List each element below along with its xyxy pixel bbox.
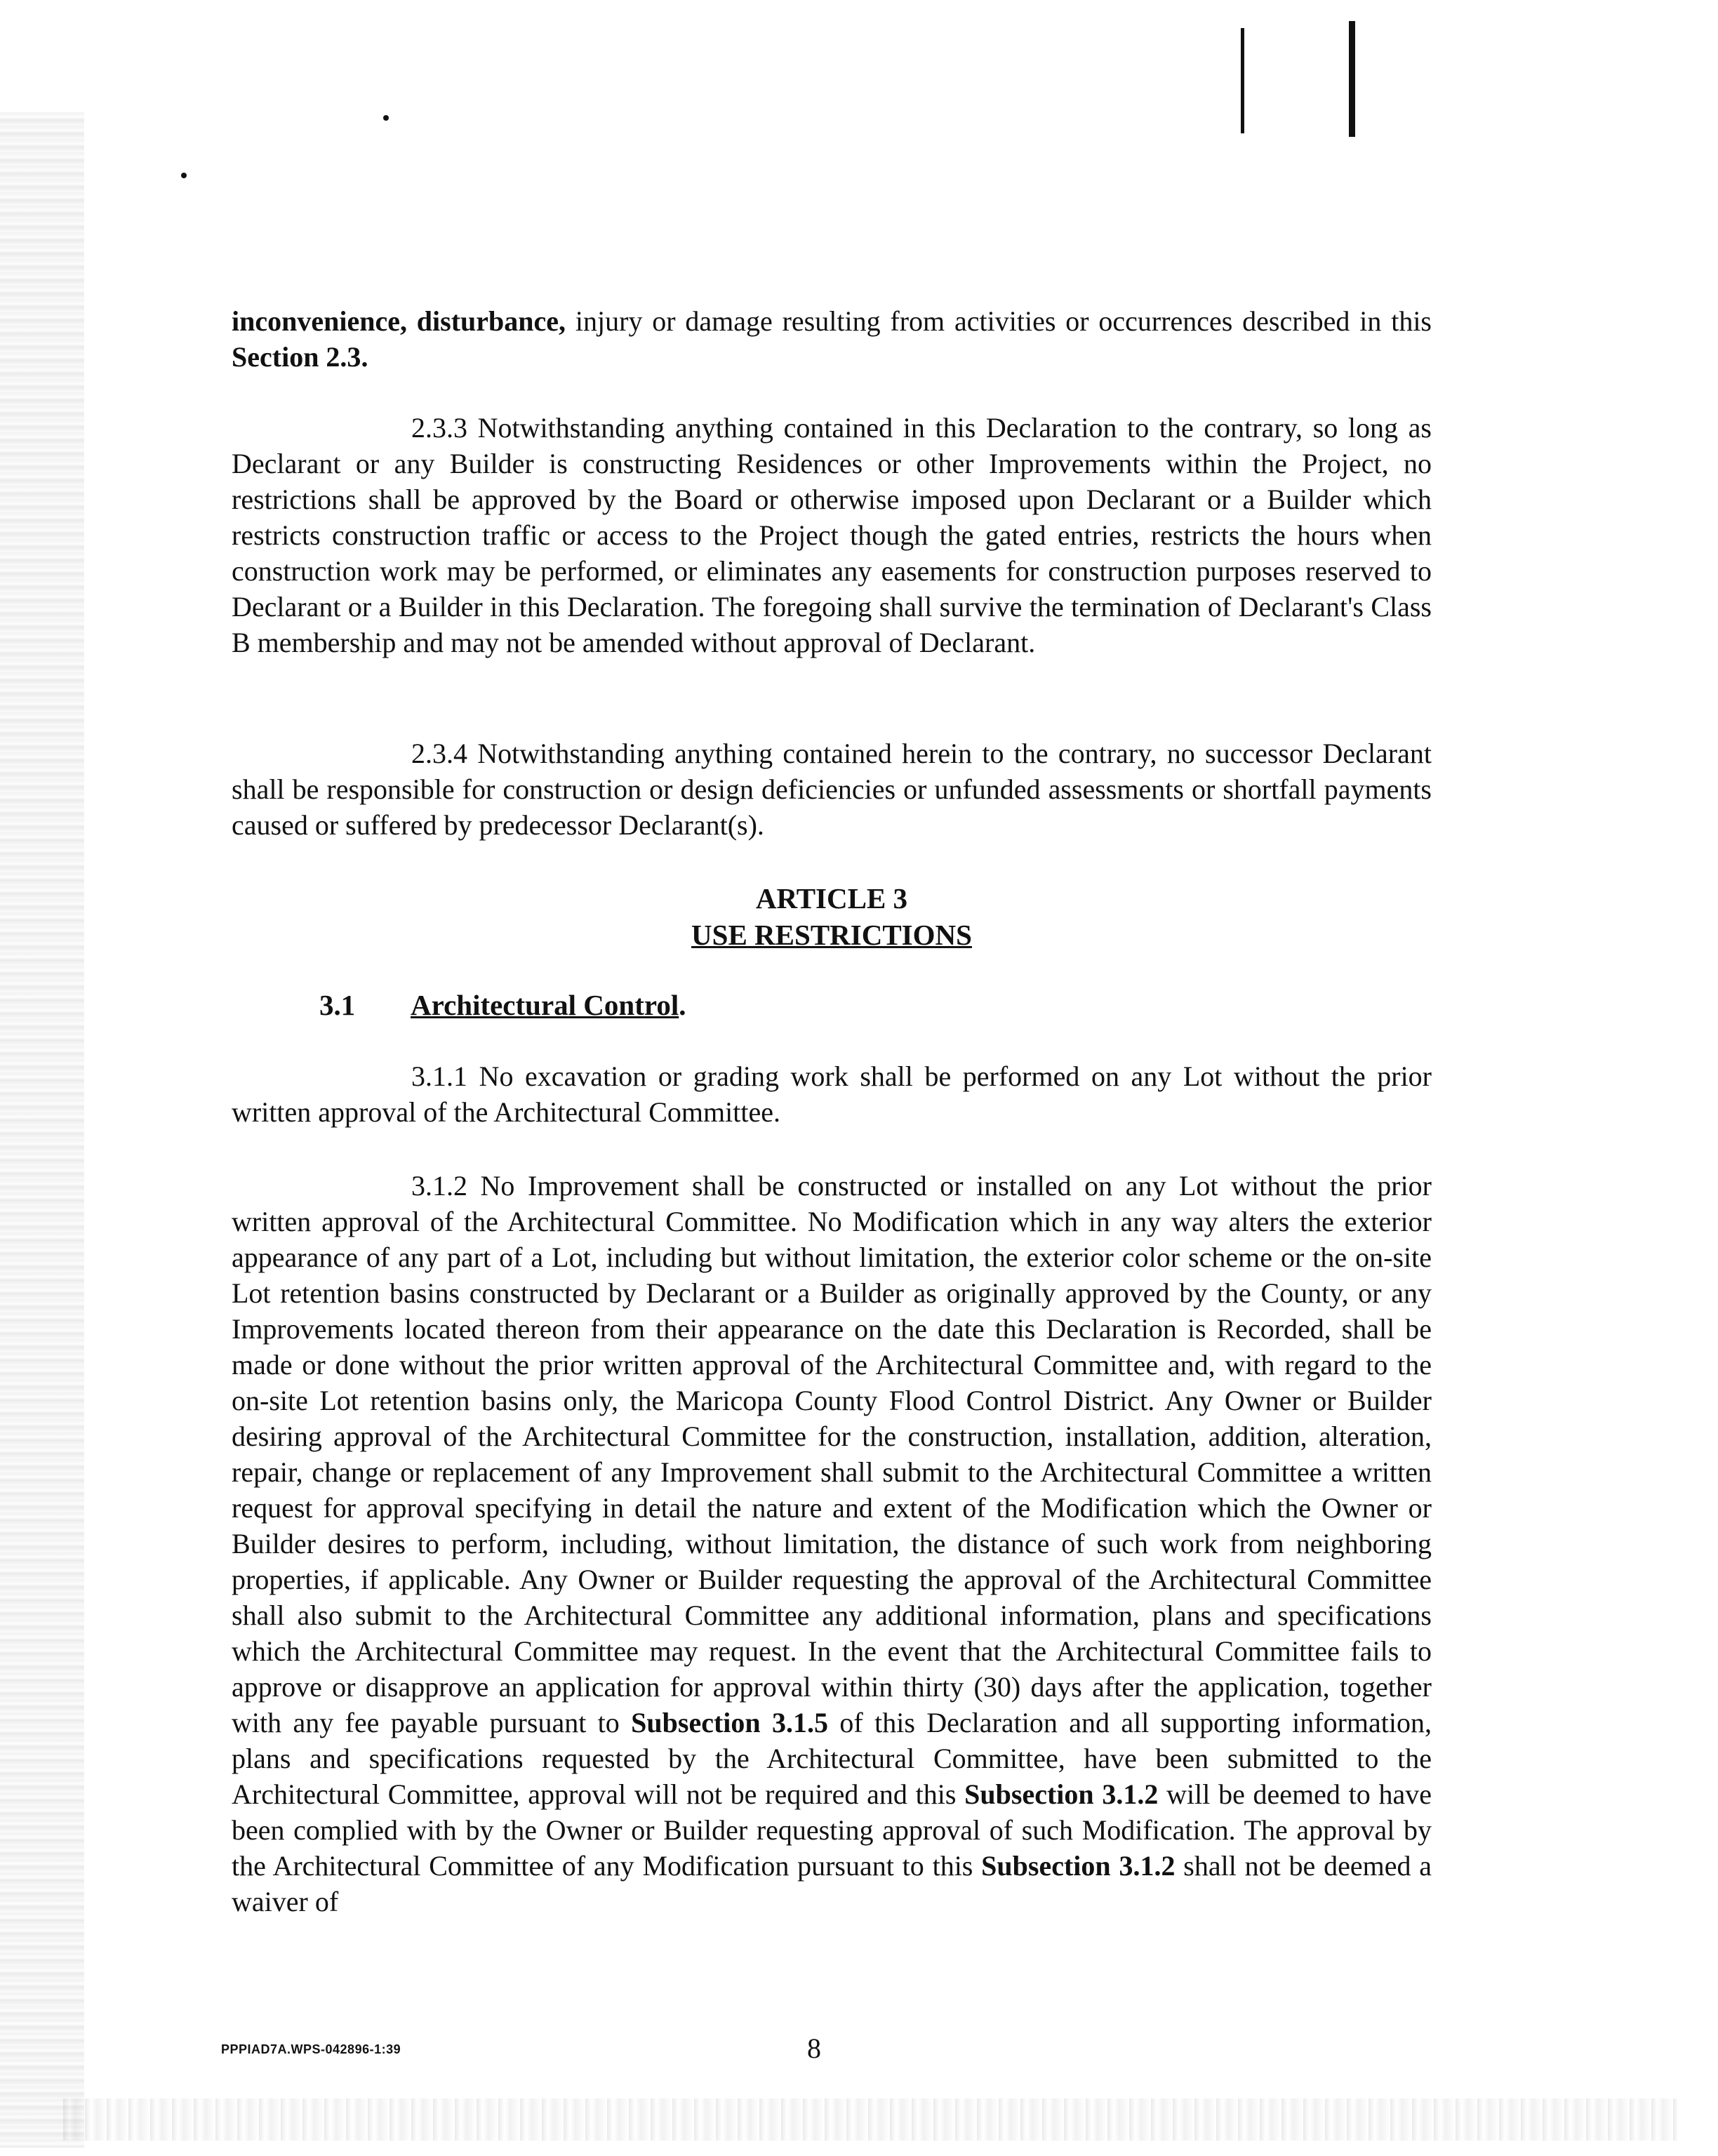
- para-3-1-2-part-a: 3.1.2 No Improvement shall be constructed or installed on any Lot without the prior written approval of the Architectural Committee. No Modification which in any way alters the exterior appearance of any part of a Lot, including but without limitation, the exterior color scheme or the on-site Lot retention basins constructed by Declarant or a Builder as originally approved by the County, or any Improvements located thereon from their appearance on the date this Declaration is Recorded, shall be made or done without the prior written approval of the Architectural Committee and, with regard to the on-site Lot retention basins only, the Maricopa County Flood Control District. Any Owner or Builder desiring approval of the Architectural Committee for the construction, installation, addition, alteration, repair, change or replacement of any Improvement shall submit to the Architectural Committee a written request for approval specifying in detail the nature and extent of the Modification which the Owner or Builder desires to perform, including, without limitation, the distance of such work from neighboring properties, if applicable. Any Owner or Builder requesting the approval of the Architectural Committee shall also submit to the Architectural Committee any additional information, plans and specifications which the Architectural Committee may request. In the event that the Architectural Committee fails to approve or disapprove an application for approval within thirty (30) days after the application, together with any fee payable pursuant to: [232, 1170, 1432, 1738]
- paragraph-3-1-2: [232, 1168, 1432, 1919]
- scan-mark-1: [1241, 28, 1244, 133]
- article-number: ARTICLE 3: [755, 882, 908, 914]
- scan-speck-1: [383, 115, 389, 121]
- scan-bottom-noise: [63, 2098, 1677, 2141]
- para-3-1-2-part-c: will be deemed to have been complied with by the Owner or Builder requesting approval of such Modification. The approval by the Architectural Committee of any Modification pursuant to this: [232, 1778, 1432, 1882]
- continuation-paragraph: inconvenience, disturbance, injury or damage resulting from activities or occurrences described in this Section 2.3.: [232, 305, 1432, 373]
- paragraph-2-3-4: 2.3.4 Notwithstanding anything contained herein to the contrary, no successor Declarant shall be responsible for construction or design deficiencies or unfunded assessments or shortfall payments caused or suffered by predecessor Declarant(s).: [232, 738, 1432, 841]
- subsection-3-1-2-ref-1: Subsection 3.1.2: [964, 1778, 1159, 1810]
- subsection-3-1-5-ref: Subsection 3.1.5: [631, 1707, 829, 1738]
- scan-edge-shadow: [0, 112, 84, 2148]
- article-title: USE RESTRICTIONS: [691, 919, 972, 951]
- para-3-1-2-part-d: shall not be deemed a waiver of: [232, 1850, 1432, 1917]
- section-number: 3.1: [319, 989, 356, 1021]
- scan-speck-2: [181, 173, 187, 178]
- document-code: PPPIAD7A.WPS-042896-1:39: [221, 2042, 401, 2056]
- subsection-3-1-2-ref-2: Subsection 3.1.2: [981, 1850, 1176, 1882]
- section-title: Architectural Control: [411, 989, 679, 1021]
- para-3-1-2-part-b: of this Declaration and all supporting information, plans and specifications requested by the Architectural Committee, have been submitted to the Architectural Committee, approval will not be required and this: [232, 1707, 1432, 1810]
- paragraph-3-1-1: 3.1.1 No excavation or grading work shall be performed on any Lot without the prior written approval of the Architectural Committee.: [232, 1060, 1432, 1128]
- paragraph-2-3-3: 2.3.3 Notwithstanding anything contained in this Declaration to the contrary, so long as Declarant or any Builder is constructing Residences or other Improvements within the Project, no restrictions shall be approved by the Board or otherwise imposed upon Declarant or a Builder which restricts construction traffic or access to the Project though the gated entries, restricts the hours when construction work may be performed, or eliminates any easements for construction purposes reserved to Declarant or a Builder in this Declaration. The foregoing shall survive the termination of Declarant's Class B membership and may not be amended without approval of Declarant.: [232, 412, 1432, 658]
- section-2-3-ref: Section 2.3: [232, 341, 361, 373]
- section-3-1-heading: 3.1 Architectural Control.: [319, 987, 686, 1023]
- continuation-lead: inconvenience, disturbance,: [232, 305, 566, 337]
- page-number: 8: [807, 2032, 821, 2064]
- continuation-text: injury or damage resulting from activities or occurrences described in this: [575, 305, 1432, 337]
- scan-mark-2: [1349, 21, 1355, 137]
